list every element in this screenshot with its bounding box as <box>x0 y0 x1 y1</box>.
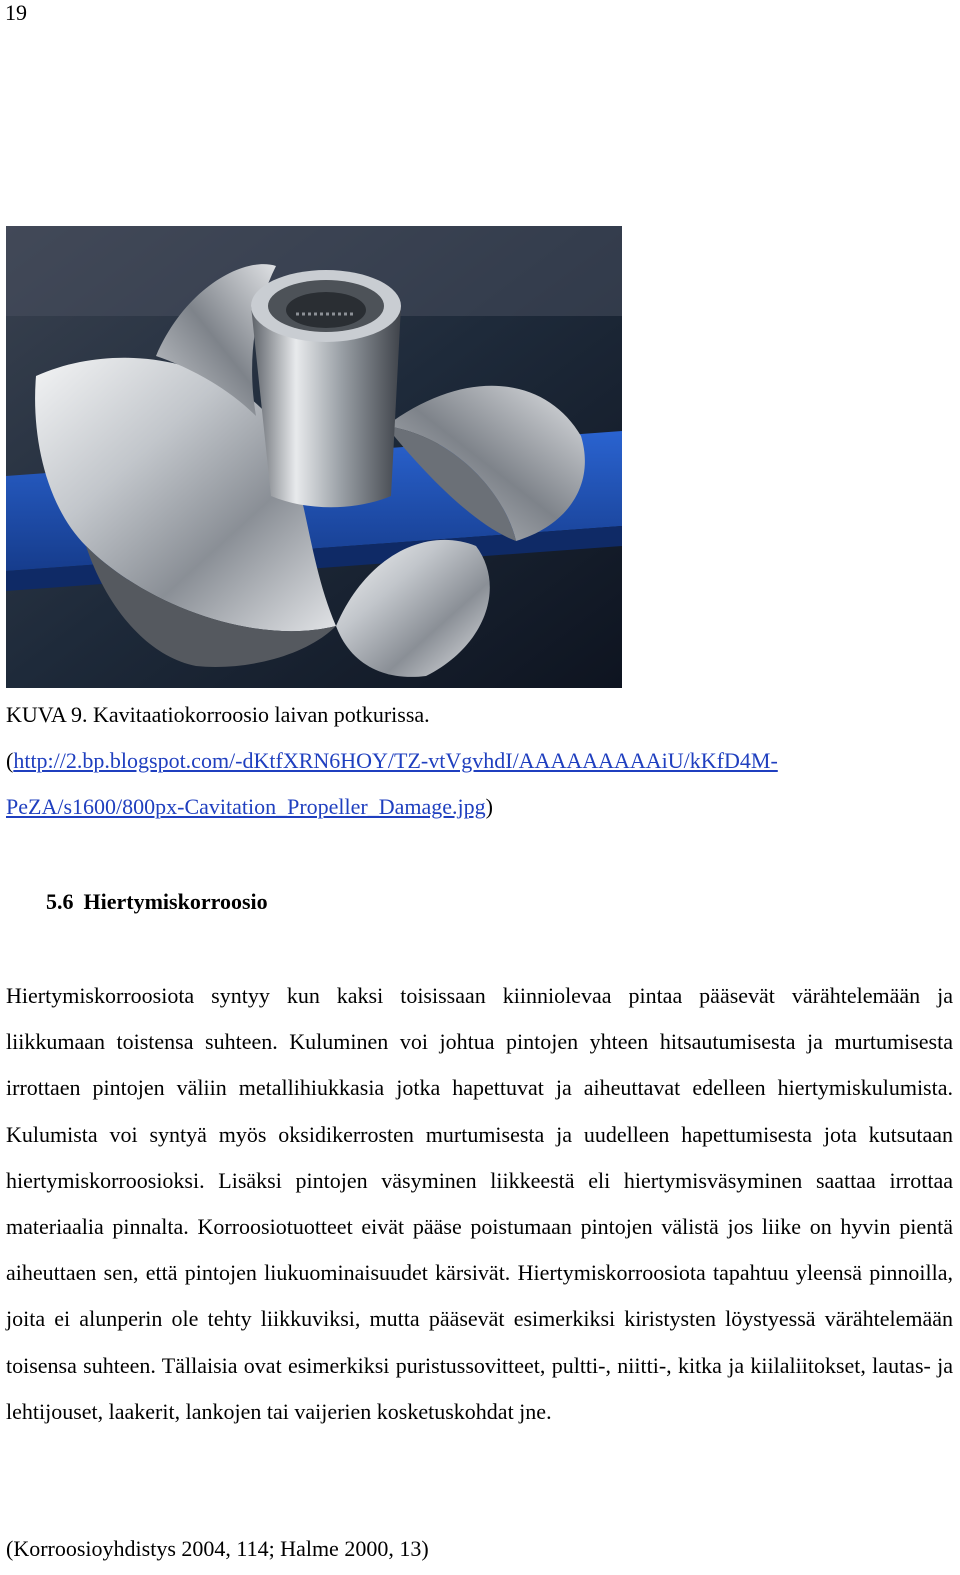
caption-url-line-2 <box>6 795 778 818</box>
caption-url-line-1 <box>6 749 778 772</box>
propeller-photo-icon <box>6 226 622 688</box>
caption-source-link-cont[interactable]: PeZA/s1600/800px-Cavitation_Propeller_Damage.jpg <box>6 794 486 819</box>
caption-url-close: ) <box>485 794 493 819</box>
section-title: Hiertymiskorroosio <box>83 889 268 914</box>
reference-citation: (Korroosioyhdistys 2004, 114; Halme 2000, 13) <box>6 1536 429 1561</box>
body-paragraph: Hiertymiskorroosiota syntyy kun kaksi toisissaan kiinniolevaa pintaa pääsevät värähtelemään ja liikkumaan toistensa suhteen. Kuluminen voi johtua pintojen yhteen hitsautumisesta ja murtumisesta irrottaen pintojen väliin metallihiukkasia jotka hapettuvat ja aiheuttavat edelleen hiertymiskulumista. Kulumista voi syntyä myös oksidikerrosten murtumisesta ja uudelleen hapettumisesta jota kutsutaan hiertymiskorroosioksi. Lisäksi pintojen väsyminen liikkeestä eli hiertymisväsyminen saattaa irrottaa materiaalia pinnalta. Korroosiotuotteet eivät pääse poistumaan pintojen välistä jos liike on hyvin pientä aiheuttaen sen, että pintojen liukuominaisuudet kärsivät. Hiertymiskorroosiota tapahtuu yleensä pinnoilla, joita ei alunperin ole tehty liikkuviksi, mutta pääsevät esimerkiksi kiristysten löystyessä värähtelemään toisensa suhteen. Tällaisia ovat esimerkiksi puristussovitteet, pultti-, niitti-, kitka ja kiilaliitokset, lautas- ja lehtijouset, laakerit, lankojen tai vaijerien kosketuskohdat jne. <box>6 983 953 1424</box>
caption-source-link[interactable]: http://2.bp.blogspot.com/-dKtfXRN6HOY/TZ-vtVgvhdI/AAAAAAAAAiU/kKfD4M- <box>13 748 778 773</box>
section-heading <box>46 889 268 915</box>
page-number: 19 <box>5 0 27 25</box>
section-number: 5.6 <box>46 889 74 914</box>
propeller-figure <box>6 226 622 688</box>
caption-url-open: ( <box>6 748 14 773</box>
caption-label: KUVA 9. Kavitaatiokorroosio laivan potkurissa. <box>6 702 430 727</box>
figure-caption <box>6 703 778 841</box>
